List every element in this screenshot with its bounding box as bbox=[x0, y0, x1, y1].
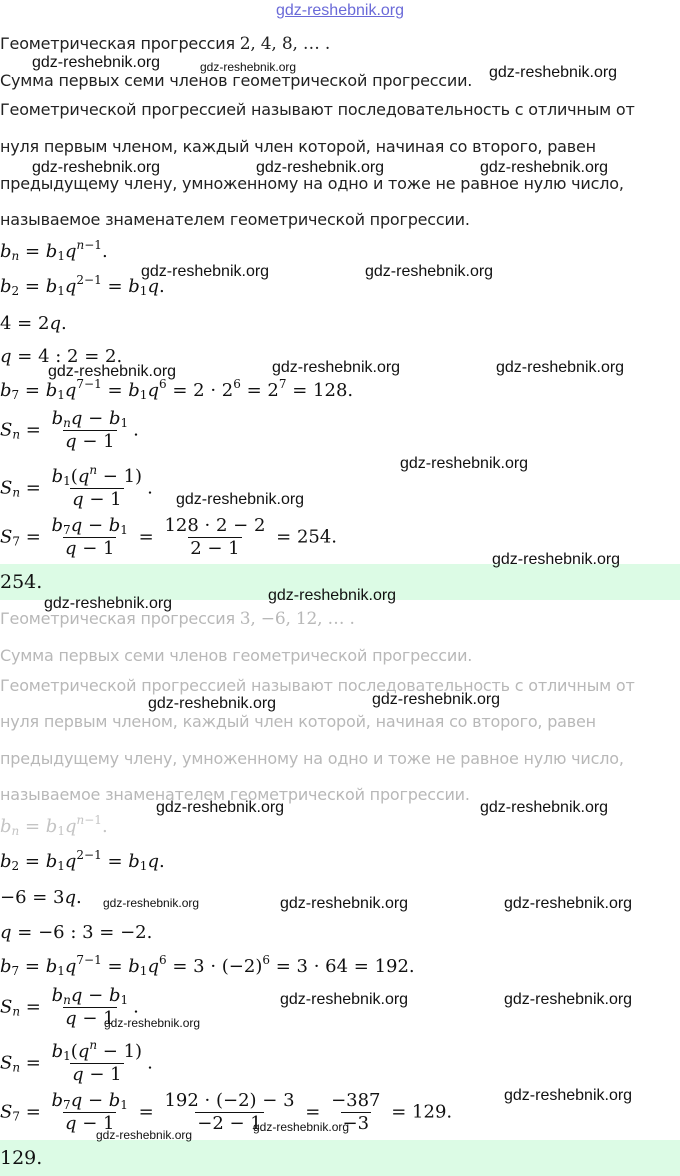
problem2-formula-b2: $b_2 = b_1q^{2-1} = b_1q$. bbox=[0, 848, 165, 873]
problem2-definition-line3: предыдущему члену, умноженному на одно и тоже не равное нулю число, bbox=[0, 749, 624, 768]
problem2-definition-line1: Геометрической прогрессией называют последовательность с отличным от bbox=[0, 676, 635, 695]
watermark: gdz-reshebnik.org bbox=[176, 491, 305, 508]
problem2-s7-den2: −3 bbox=[342, 1113, 370, 1134]
problem2-formula-b7: $b_7 = b_1q^{7-1} = b_1q^6 = 3 \cdot (-2)^6 = 3 \cdot 64 = 192$. bbox=[0, 953, 415, 978]
problem1-formula-sn-2: $S_n$ = $\frac{b_1(q^n - 1)}{q - 1}$ . bbox=[0, 463, 153, 510]
problem1-definition-line4: называемое знаменателем геометрической прогрессии. bbox=[0, 210, 470, 229]
watermark: gdz-reshebnik.org bbox=[492, 551, 621, 568]
watermark: gdz-reshebnik.org bbox=[496, 359, 625, 376]
problem2-definition-line2: нуля первым членом, каждый член которой, начиная со второго, равен bbox=[0, 712, 596, 731]
problem1-s7-num: 128 · 2 − 2 bbox=[164, 515, 266, 536]
watermark: gdz-reshebnik.org bbox=[256, 159, 385, 176]
problem1-title-math: 2, 4, 8, … . bbox=[239, 34, 331, 54]
watermark: gdz-reshebnik.org bbox=[200, 60, 297, 74]
watermark: gdz-reshebnik.org bbox=[96, 1128, 193, 1142]
problem2-formula-bn: $b_n = b_1q^{n-1}$. bbox=[0, 813, 108, 838]
problem1-title bbox=[0, 34, 330, 54]
problem2-b7-calc: = 3 · (−2) bbox=[172, 956, 263, 977]
watermark: gdz-reshebnik.org bbox=[400, 455, 529, 472]
watermark: gdz-reshebnik.org bbox=[48, 363, 177, 380]
watermark: gdz-reshebnik.org bbox=[32, 54, 161, 71]
watermark: gdz-reshebnik.org bbox=[44, 595, 173, 612]
problem1-value-q: q = 4 : 2 = 2. bbox=[0, 346, 123, 367]
watermark: gdz-reshebnik.org bbox=[504, 991, 633, 1008]
problem1-s7-den: 2 − 1 bbox=[190, 538, 240, 559]
problem1-formula-sn-1: $S_n$ = $\frac{b_nq - b_1}{q - 1}$ . bbox=[0, 408, 139, 452]
problem1-b7-calc2: = 2 bbox=[246, 380, 279, 401]
problem1-title-text: Геометрическая прогрессия bbox=[0, 34, 235, 53]
watermark: gdz-reshebnik.org bbox=[272, 359, 401, 376]
problem1-s7-result: = 254. bbox=[276, 526, 338, 548]
watermark: gdz-reshebnik.org bbox=[280, 991, 409, 1008]
watermark: gdz-reshebnik.org bbox=[156, 799, 285, 816]
problem2-title-text: Геометрическая прогрессия bbox=[0, 609, 235, 628]
watermark: gdz-reshebnik.org bbox=[103, 896, 200, 910]
problem1-formula-b2: $b_2 = b_1q^{2-1} = b_1q$. bbox=[0, 273, 165, 298]
watermark: gdz-reshebnik.org bbox=[504, 1087, 633, 1104]
problem1-formula-bn: $b_n = b_1q^{n-1}$. bbox=[0, 238, 108, 263]
problem2-b7-result: = 3 · 64 = 192. bbox=[275, 956, 415, 977]
site-link[interactable]: gdz-reshebnik.org bbox=[275, 2, 405, 19]
watermark: gdz-reshebnik.org bbox=[141, 263, 270, 280]
problem2-eq-q-end: . bbox=[76, 887, 82, 908]
problem2-s7-num: 192 · (−2) − 3 bbox=[164, 1090, 295, 1111]
watermark: gdz-reshebnik.org bbox=[253, 1120, 350, 1134]
watermark: gdz-reshebnik.org bbox=[504, 895, 633, 912]
watermark: gdz-reshebnik.org bbox=[480, 159, 609, 176]
watermark: gdz-reshebnik.org bbox=[365, 263, 494, 280]
problem2-s7-den: −2 − 1 bbox=[197, 1113, 262, 1134]
watermark: gdz-reshebnik.org bbox=[489, 64, 618, 81]
problem2-definition-line4: называемое знаменателем геометрической прогрессии. bbox=[0, 785, 470, 804]
problem2-formula-sn-2: $S_n$ = $\frac{b_1(q^n - 1)}{q - 1}$ . bbox=[0, 1038, 153, 1085]
problem2-s7-calc: $S_7$ = $\frac{b_7q - b_1}{q - 1}$ = $\frac{192 \cdot (-2) - 3}{-2 - 1}$ = $\frac{-387}{-3}$ = 129. bbox=[0, 1090, 453, 1134]
problem2-s7-num2: −387 bbox=[331, 1090, 381, 1111]
problem2-task: Сумма первых семи членов геометрической прогрессии. bbox=[0, 646, 473, 665]
problem1-answer: 254. bbox=[0, 564, 680, 600]
problem2-s7-result: = 129. bbox=[391, 1101, 453, 1123]
problem2-formula-sn-1: $S_n$ = $\frac{b_nq - b_1}{q - 1}$ . bbox=[0, 985, 139, 1029]
problem1-equation-q: 4 = 2q. bbox=[0, 313, 67, 334]
problem1-eq-q-end: . bbox=[60, 313, 67, 334]
problem1-eq-q-text: 4 = 2 bbox=[0, 313, 50, 334]
problem2-value-q-text: = −6 : 3 = −2. bbox=[17, 922, 153, 943]
watermark: gdz-reshebnik.org bbox=[148, 695, 277, 712]
watermark: gdz-reshebnik.org bbox=[280, 895, 409, 912]
watermark: gdz-reshebnik.org bbox=[372, 691, 501, 708]
watermark: gdz-reshebnik.org bbox=[104, 1016, 201, 1030]
problem1-definition-line1: Геометрической прогрессией называют последовательность с отличным от bbox=[0, 100, 635, 119]
problem2-value-q: q = −6 : 3 = −2. bbox=[0, 922, 153, 943]
problem1-b7-result: = 128. bbox=[292, 380, 354, 401]
problem1-b7-calc: = 2 · 2 bbox=[172, 380, 234, 401]
problem2-answer: 129. bbox=[0, 1140, 680, 1176]
problem1-value-q-text: = 4 : 2 = 2. bbox=[17, 346, 123, 367]
problem2-eq-q-text: −6 = 3 bbox=[0, 887, 65, 908]
problem2-equation-q: −6 = 3q. bbox=[0, 887, 82, 908]
problem1-formula-b7: $b_7 = b_1q^{7-1} = b_1q^6 = 2 \cdot 2^6 = 2^7 = 128$. bbox=[0, 377, 354, 402]
watermark: gdz-reshebnik.org bbox=[268, 587, 397, 604]
watermark: gdz-reshebnik.org bbox=[32, 159, 161, 176]
watermark: gdz-reshebnik.org bbox=[480, 799, 609, 816]
problem2-title-math: 3, −6, 12, … . bbox=[239, 609, 355, 629]
problem1-definition-line3: предыдущему члену, умноженному на одно и тоже не равное нулю число, bbox=[0, 174, 624, 193]
problem1-definition-line2: нуля первым членом, каждый член которой, начиная со второго, равен bbox=[0, 137, 596, 156]
problem1-task: Сумма первых семи членов геометрической прогрессии. bbox=[0, 71, 473, 90]
problem1-s7-calc: $S_7$ = $\frac{b_7q - b_1}{q - 1}$ = $\frac{128 \cdot 2 - 2}{2 - 1}$ = 254. bbox=[0, 515, 338, 559]
